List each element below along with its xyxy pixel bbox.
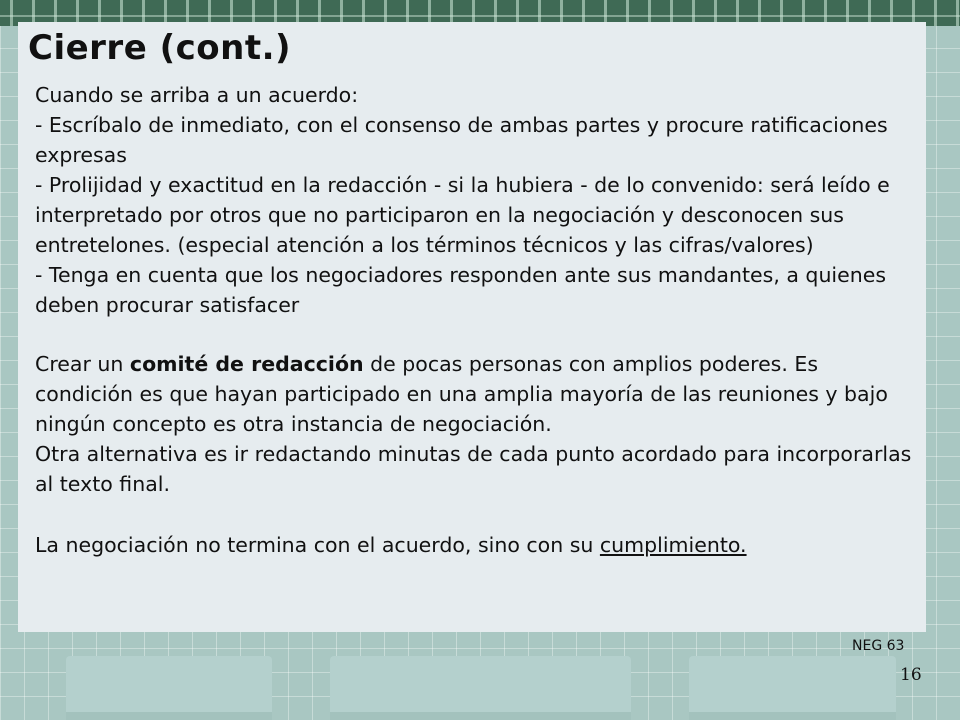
footer-course-code: NEG 63 xyxy=(852,638,905,654)
page-number: 16 xyxy=(900,665,922,685)
alternative-paragraph: Otra alternativa es ir redactando minutas de cada punto acordado para incorporarlas al texto final. xyxy=(35,442,912,496)
slide-title: Cierre (cont.) xyxy=(28,28,292,68)
intro-paragraph: Cuando se arriba a un acuerdo: xyxy=(35,83,359,107)
spacer xyxy=(35,320,915,349)
closing-text-start: La negociación no termina con el acuerdo, sino con su xyxy=(35,533,600,557)
closing-underlined-term: cumplimiento. xyxy=(599,533,747,557)
bullet-mandators: - Tenga en cuenta que los negociadores responden ante sus mandantes, a quienes deben procurar satisfacer xyxy=(35,263,887,317)
committee-text-end: de pocas personas con amplios poderes. Es condición es que hayan participado en una amplia mayoría de las reuniones y bajo ningún concepto es otra instancia de negociación. xyxy=(35,352,888,436)
spacer xyxy=(35,499,915,530)
closing-paragraph xyxy=(35,530,915,560)
committee-text-start: Crear un xyxy=(35,352,130,376)
decorative-footer-tab xyxy=(330,656,631,720)
bullet-precision: - Prolijidad y exactitud en la redacción - si la hubiera - de lo convenido: será leído e interpretado por otros que no participaron en la negociación y desconocen sus entretelones. (especial atención a los términos técnicos y las cifras/valores) xyxy=(35,173,890,257)
bullet-write-immediately: - Escríbalo de inmediato, con el consenso de ambas partes y procure ratificaciones expresas xyxy=(35,113,888,167)
committee-paragraph xyxy=(35,349,915,439)
committee-bold-term: comité de redacción xyxy=(129,352,364,376)
slide-body xyxy=(35,80,915,560)
decorative-footer-tab xyxy=(689,656,896,720)
decorative-footer-tab xyxy=(66,656,272,720)
